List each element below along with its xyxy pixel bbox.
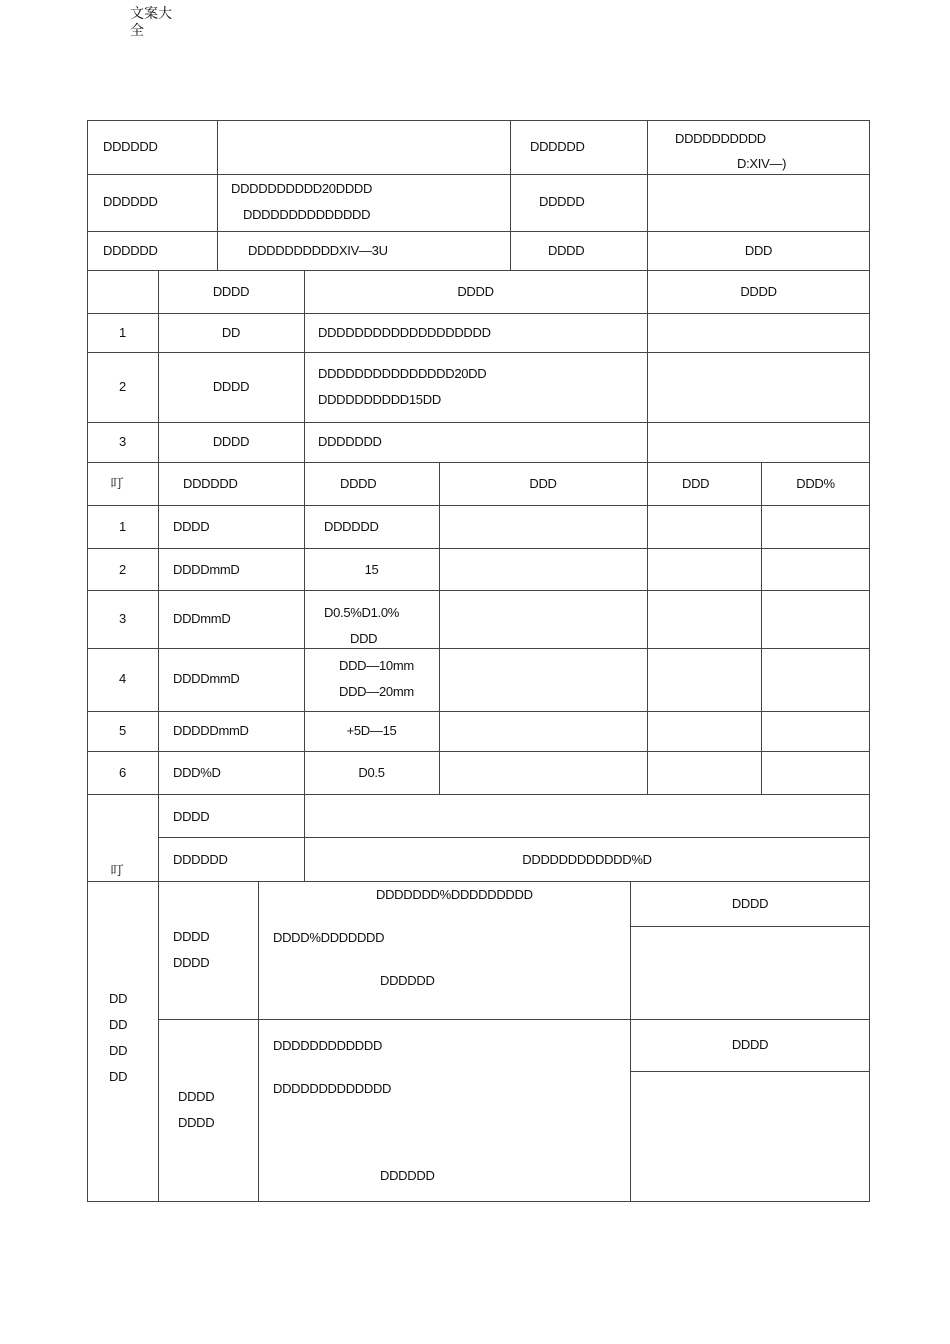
s2-row5-std: +5D—15 xyxy=(346,723,397,738)
grid-line xyxy=(87,120,88,1202)
s2-header-item: DDDDDD xyxy=(183,476,238,491)
s4-side-line-2: DD xyxy=(109,1017,128,1032)
s1-row2-item: DDDD xyxy=(212,379,250,394)
grid-line xyxy=(158,837,870,838)
info-r2-label-b: DDDDD xyxy=(539,194,585,209)
page-header-line-1: 文案大 xyxy=(130,6,172,22)
grid-line xyxy=(510,120,511,270)
s3-row2-value: DDDDDDDDDDDD%D xyxy=(522,852,652,867)
s2-row3-no: 3 xyxy=(119,611,126,626)
s4-b1-label-line1: DDDD xyxy=(173,929,210,944)
s2-row1-no: 1 xyxy=(119,519,126,534)
s1-row3-item: DDDD xyxy=(212,434,250,449)
s4-side-line-1: DD xyxy=(109,991,128,1006)
s1-header-content: DDDD xyxy=(457,284,494,299)
s1-row3-no: 3 xyxy=(119,434,126,449)
s2-row5-no: 5 xyxy=(119,723,126,738)
s2-row6-no: 6 xyxy=(119,765,126,780)
info-r3-value-a: DDDDDDDDDDXIV—3U xyxy=(248,243,388,258)
s1-row1-content: DDDDDDDDDDDDDDDDDDD xyxy=(318,325,491,340)
grid-line xyxy=(439,462,440,794)
s2-row4-item: DDDDmmD xyxy=(173,671,240,686)
page-header-line-2: 全 xyxy=(130,23,144,39)
grid-line xyxy=(258,881,259,1202)
info-r2-label-a: DDDDDD xyxy=(103,194,158,209)
grid-line xyxy=(87,352,870,353)
s3-side-label: 叮 xyxy=(110,863,124,878)
grid-line xyxy=(158,270,159,1202)
s2-header-standard: DDDD xyxy=(340,476,377,491)
s3-row2-label: DDDDDD xyxy=(173,852,228,867)
s2-row4-std-line2: DDD—20mm xyxy=(339,684,414,699)
page-header-mark xyxy=(130,6,190,40)
info-r1-value-b-line1: DDDDDDDDDD xyxy=(675,131,766,146)
s2-header-no: 叮 xyxy=(110,476,124,491)
info-r3-value-b: DDD xyxy=(744,243,773,258)
info-r1-label-a: DDDDDD xyxy=(103,139,158,154)
s2-row3-std-line1: D0.5%D1.0% xyxy=(324,605,400,620)
grid-line xyxy=(87,422,870,423)
grid-line xyxy=(87,548,870,549)
s2-header-pass: DDD xyxy=(682,476,710,491)
s1-header-item: DDDD xyxy=(212,284,250,299)
s1-row1-no: 1 xyxy=(119,325,126,340)
grid-line xyxy=(630,926,870,927)
s1-row2-content-line1: DDDDDDDDDDDDDDD20DD xyxy=(318,366,487,381)
s4-b1-middle-line: DDDD%DDDDDDD xyxy=(273,930,385,945)
s4-side-line-3: DD xyxy=(109,1043,128,1058)
s2-row6-item: DDD%D xyxy=(173,765,221,780)
grid-line xyxy=(761,462,762,794)
grid-line xyxy=(87,231,870,232)
s1-row3-content: DDDDDDD xyxy=(318,434,382,449)
s1-header-remark: DDDD xyxy=(740,284,777,299)
s2-row2-std: 15 xyxy=(364,562,379,577)
s3-row1-label: DDDD xyxy=(173,809,210,824)
grid-line xyxy=(217,120,218,270)
inspection-form xyxy=(87,120,870,1202)
grid-line xyxy=(87,270,870,271)
grid-line xyxy=(87,590,870,591)
grid-line xyxy=(87,120,870,121)
grid-line xyxy=(87,462,870,463)
grid-line xyxy=(87,751,870,752)
s4-b2-label-line2: DDDD xyxy=(178,1115,215,1130)
s4-b1-right-header: DDDD xyxy=(731,896,769,911)
s4-b1-label-line2: DDDD xyxy=(173,955,210,970)
grid-line xyxy=(87,711,870,712)
s2-row1-item: DDDD xyxy=(173,519,210,534)
s1-row2-no: 2 xyxy=(119,379,126,394)
info-r3-label-b: DDDD xyxy=(548,243,585,258)
s4-b2-line1: DDDDDDDDDDDD xyxy=(273,1038,383,1053)
grid-line xyxy=(647,462,648,794)
s2-row2-item: DDDDmmD xyxy=(173,562,240,577)
s4-b1-sign-line: DDDDDD xyxy=(380,973,435,988)
s4-b2-right-header: DDDD xyxy=(731,1037,769,1052)
grid-line xyxy=(87,505,870,506)
info-r1-label-b: DDDDDD xyxy=(530,139,585,154)
s1-row2-content-line2: DDDDDDDDDD15DD xyxy=(318,392,441,407)
info-r1-value-b-line2: D:XIV—) xyxy=(737,156,787,171)
s2-row4-no: 4 xyxy=(119,671,126,686)
s4-b2-sign-line: DDDDDD xyxy=(380,1168,435,1183)
info-r2-value-a-line1: DDDDDDDDDD20DDDD xyxy=(231,181,373,196)
s4-side-line-4: DD xyxy=(109,1069,128,1084)
info-r2-value-a-line2: DDDDDDDDDDDDDD xyxy=(243,207,371,222)
s2-row5-item: DDDDDmmD xyxy=(173,723,249,738)
grid-line xyxy=(87,313,870,314)
grid-line xyxy=(87,794,870,795)
s2-row1-std: DDDDDD xyxy=(324,519,379,534)
s4-b2-label-line1: DDDD xyxy=(178,1089,215,1104)
grid-line xyxy=(158,1019,870,1020)
grid-line xyxy=(630,1071,870,1072)
s2-row6-std: D0.5 xyxy=(358,765,385,780)
s2-row3-item: DDDmmD xyxy=(173,611,231,626)
grid-line xyxy=(87,648,870,649)
s4-b2-line2: DDDDDDDDDDDDD xyxy=(273,1081,392,1096)
s2-header-rate: DDD% xyxy=(796,476,835,491)
s2-row4-std-line1: DDD—10mm xyxy=(339,658,414,673)
s4-b1-top-line: DDDDDDD%DDDDDDDDD xyxy=(376,887,533,902)
s1-row1-item: DD xyxy=(221,325,241,340)
s2-row3-std-line2: DDD xyxy=(350,631,378,646)
info-r3-label-a: DDDDDD xyxy=(103,243,158,258)
s2-header-measured: DDD xyxy=(529,476,557,491)
grid-line xyxy=(87,1201,870,1202)
s2-row2-no: 2 xyxy=(119,562,126,577)
